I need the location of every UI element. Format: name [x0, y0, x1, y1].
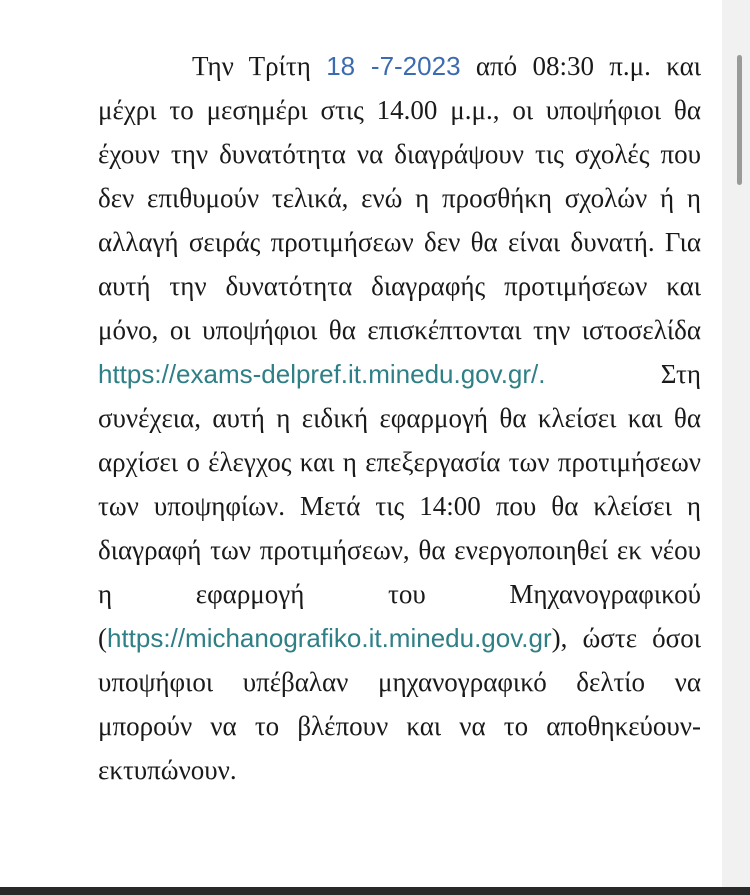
page-margin	[722, 0, 750, 895]
body-text-3: ), ώστε όσοι υποψήφιοι υπέβαλαν μηχανογραφικό δελτίο να μπορούν να το βλέπουν και να το αποθηκεύουν-εκτυπώνουν.	[98, 623, 701, 785]
michanografiko-link[interactable]: https://michanografiko.it.minedu.gov.gr	[107, 623, 552, 653]
date-link[interactable]: 18 -7-2023	[326, 51, 461, 81]
bottom-divider	[0, 887, 750, 895]
article-paragraph	[98, 44, 701, 792]
exams-delpref-link[interactable]: https://exams-delpref.it.minedu.gov.gr/.	[98, 359, 546, 389]
intro-text: Την Τρίτη	[192, 51, 327, 81]
scrollbar[interactable]	[737, 55, 742, 185]
body-text-2: Στη συνέχεια, αυτή η ειδική εφαρμογή θα κλείσει και θα αρχίσει ο έλεγχος και η επεξεργασία των προτιμήσεων των υποψηφίων. Μετά τις 14:00 που θα κλείσει η διαγραφή των προτιμήσεων, θα ενεργοποιηθεί εκ νέου η εφαρμογή του Μηχανογραφικού (	[98, 359, 701, 653]
body-text-1: από 08:30 π.μ. και μέχρι το μεσημέρι στις 14.00 μ.μ., οι υποψήφιοι θα έχουν την δυνατότητα να διαγράψουν τις σχολές που δεν επιθυμούν τελικά, ενώ η προσθήκη σχολών ή η αλλαγή σειράς προτιμήσεων δεν θα είναι δυνατή. Για αυτή την δυνατότητα διαγραφής προτιμήσεων και μόνο, οι υποψήφιοι θα επισκέπτονται την ιστοσελίδα	[98, 51, 701, 345]
